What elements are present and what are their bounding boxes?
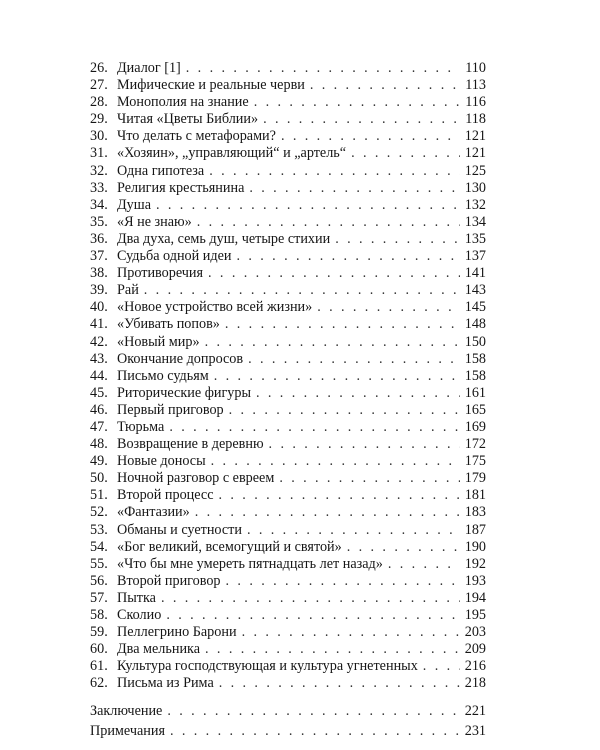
chapter-title: Противоречия (117, 265, 204, 282)
chapter-number: 37. (90, 248, 108, 265)
page-number: 137 (464, 248, 486, 265)
dot-leader (197, 214, 460, 231)
chapter-number: 38. (90, 265, 108, 282)
toc-entry (90, 522, 486, 539)
toc-entry (90, 504, 486, 521)
page-number: 218 (464, 675, 486, 692)
dot-leader (156, 197, 460, 214)
page-number: 216 (464, 658, 486, 675)
page-number: 187 (464, 521, 486, 538)
chapter-number: 49. (90, 453, 108, 470)
chapter-title: Ночной разговор с евреем (117, 470, 275, 487)
page-number: 148 (464, 316, 486, 333)
page-number: 179 (464, 470, 486, 487)
chapter-number: 30. (90, 128, 108, 145)
page-number: 130 (464, 179, 486, 196)
page-number: 161 (464, 384, 486, 401)
dot-leader (247, 522, 460, 539)
chapter-title: «Я не знаю» (117, 213, 192, 230)
dot-leader (229, 402, 460, 419)
toc-entry (90, 419, 486, 436)
toc-entry (90, 624, 486, 641)
chapter-number: 41. (90, 316, 108, 333)
chapter-number: 43. (90, 350, 108, 367)
toc-entry (90, 351, 486, 368)
toc-entry (90, 334, 486, 351)
table-of-contents (90, 60, 486, 741)
dot-leader (205, 334, 460, 351)
toc-entry (90, 94, 486, 111)
dot-leader (219, 487, 460, 504)
page-number: 145 (464, 299, 486, 316)
chapter-title: Рай (117, 282, 139, 299)
toc-entry (90, 197, 486, 214)
dot-leader (144, 282, 460, 299)
toc-entry (90, 721, 486, 741)
chapter-title: Возвращение в деревню (117, 436, 264, 453)
dot-leader (242, 624, 460, 641)
chapter-number: 56. (90, 572, 108, 589)
chapter-title: «Новый мир» (117, 333, 200, 350)
toc-entry (90, 111, 486, 128)
toc-entry (90, 590, 486, 607)
toc-entries (90, 60, 486, 692)
chapter-title: Тюрьма (117, 418, 165, 435)
page-number: 113 (465, 77, 486, 94)
chapter-title: «Фантазии» (117, 504, 190, 521)
dot-leader (195, 504, 460, 521)
dot-leader (281, 128, 460, 145)
page-number: 165 (464, 401, 486, 418)
dot-leader (186, 60, 460, 77)
toc-entry (90, 231, 486, 248)
page-number: 135 (464, 230, 486, 247)
chapter-number: 33. (90, 179, 108, 196)
chapter-title: Обманы и суетности (117, 521, 242, 538)
toc-entry (90, 658, 486, 675)
page-number: 231 (464, 723, 486, 740)
chapter-number: 60. (90, 641, 108, 658)
toc-entry (90, 282, 486, 299)
page-number: 221 (464, 703, 486, 720)
page-number: 181 (464, 487, 486, 504)
chapter-title: Сколио (117, 607, 162, 623)
page-number: 150 (464, 333, 486, 350)
chapter-title: Второй приговор (117, 572, 221, 589)
page-number: 209 (464, 641, 486, 658)
page-number: 195 (464, 607, 486, 623)
dot-leader (209, 163, 460, 180)
chapter-number: 35. (90, 213, 108, 230)
toc-entry (90, 607, 486, 624)
dot-leader (263, 111, 460, 128)
dot-leader (423, 658, 460, 675)
dot-leader (351, 145, 460, 162)
dot-leader (170, 721, 460, 741)
dot-leader (225, 316, 460, 333)
dot-leader (310, 77, 460, 94)
chapter-title: Письмо судьям (117, 367, 209, 384)
toc-entry (90, 573, 486, 590)
chapter-title: «Бог великий, всемогущий и святой» (117, 538, 342, 555)
page-number: 143 (464, 282, 486, 299)
toc-entry (90, 539, 486, 556)
toc-entry (90, 641, 486, 658)
chapter-number: 31. (90, 145, 108, 162)
chapter-number: 58. (90, 607, 108, 623)
dot-leader (317, 299, 460, 316)
chapter-number: 44. (90, 367, 108, 384)
dot-leader (269, 436, 460, 453)
page-number: 169 (464, 418, 486, 435)
chapter-title: Первый приговор (117, 401, 224, 418)
chapter-number: 62. (90, 675, 108, 692)
chapter-title: Письма из Рима (117, 675, 214, 692)
chapter-title: Что делать с метафорами? (117, 128, 276, 145)
chapter-number: 26. (90, 60, 108, 76)
page-number: 193 (464, 572, 486, 589)
dot-leader (279, 470, 460, 487)
chapter-title: Заключение (90, 703, 163, 720)
chapter-number: 32. (90, 162, 108, 179)
chapter-title: Новые доносы (117, 453, 206, 470)
toc-entry (90, 128, 486, 145)
toc-entry (90, 265, 486, 282)
chapter-title: «Хозяин», „управляющий“ и „артель“ (117, 145, 347, 162)
chapter-title: Второй процесс (117, 487, 214, 504)
dot-leader (254, 94, 460, 111)
chapter-number: 50. (90, 470, 108, 487)
chapter-title: Судьба одной идеи (117, 248, 232, 265)
dot-leader (248, 351, 460, 368)
chapter-number: 40. (90, 299, 108, 316)
toc-entry (90, 453, 486, 470)
chapter-title: Мифические и реальные черви (117, 77, 305, 94)
dot-leader (214, 368, 460, 385)
chapter-title: Пеллегрино Барони (117, 624, 237, 641)
dot-leader (211, 453, 460, 470)
chapter-title: Окончание допросов (117, 350, 244, 367)
chapter-title: Примечания (90, 723, 165, 740)
dot-leader (161, 590, 460, 607)
chapter-number: 48. (90, 436, 108, 453)
toc-entry (90, 385, 486, 402)
chapter-title: «Новое устройство всей жизни» (117, 299, 313, 316)
chapter-title: Пытка (117, 589, 156, 606)
dot-leader (167, 701, 460, 721)
toc-entry (90, 163, 486, 180)
chapter-number: 39. (90, 282, 108, 299)
toc-back-matter (90, 701, 486, 741)
page-number: 132 (464, 196, 486, 213)
chapter-title: Религия крестьянина (117, 179, 245, 196)
chapter-number: 29. (90, 111, 108, 128)
chapter-number: 45. (90, 384, 108, 401)
toc-entry (90, 701, 486, 721)
toc-entry (90, 316, 486, 333)
toc-entry (90, 470, 486, 487)
page-number: 190 (464, 538, 486, 555)
page-number: 158 (464, 367, 486, 384)
chapter-title: Два духа, семь душ, четыре стихии (117, 230, 331, 247)
chapter-number: 54. (90, 538, 108, 555)
toc-entry (90, 248, 486, 265)
toc-entry (90, 214, 486, 231)
toc-entry (90, 145, 486, 162)
chapter-title: «Что бы мне умереть пятнадцать лет назад» (117, 555, 383, 572)
dot-leader (169, 419, 460, 436)
dot-leader (219, 675, 460, 692)
page-number: 125 (464, 162, 486, 179)
toc-entry (90, 487, 486, 504)
chapter-number: 46. (90, 401, 108, 418)
page-number: 175 (464, 453, 486, 470)
chapter-number: 27. (90, 77, 108, 94)
toc-entry (90, 299, 486, 316)
toc-entry (90, 675, 486, 692)
chapter-title: Риторические фигуры (117, 384, 252, 401)
dot-leader (166, 607, 460, 624)
dot-leader (249, 180, 460, 197)
toc-entry (90, 556, 486, 573)
toc-entry (90, 402, 486, 419)
chapter-title: Одна гипотеза (117, 162, 205, 179)
chapter-title: «Убивать попов» (117, 316, 220, 333)
toc-entry (90, 60, 486, 77)
page-number: 194 (464, 589, 486, 606)
chapter-number: 52. (90, 504, 108, 521)
chapter-number: 36. (90, 230, 108, 247)
dot-leader (237, 248, 461, 265)
toc-entry (90, 77, 486, 94)
chapter-number: 34. (90, 196, 108, 213)
toc-entry (90, 180, 486, 197)
chapter-number: 28. (90, 94, 108, 111)
chapter-number: 51. (90, 487, 108, 504)
page-number: 118 (465, 111, 486, 128)
dot-leader (205, 641, 460, 658)
toc-entry (90, 368, 486, 385)
chapter-number: 59. (90, 624, 108, 641)
chapter-title: Душа (117, 196, 151, 213)
page-number: 183 (464, 504, 486, 521)
chapter-title: Два мельника (117, 641, 201, 658)
dot-leader (226, 573, 460, 590)
page-number: 141 (464, 265, 486, 282)
chapter-number: 42. (90, 333, 108, 350)
dot-leader (208, 265, 460, 282)
dot-leader (347, 539, 460, 556)
page-number: 203 (464, 624, 486, 641)
dot-leader (388, 556, 460, 573)
page-number: 121 (464, 145, 486, 162)
page-number: 134 (464, 213, 486, 230)
page-number: 121 (464, 128, 486, 145)
chapter-number: 55. (90, 555, 108, 572)
dot-leader (335, 231, 460, 248)
chapter-number: 53. (90, 521, 108, 538)
chapter-title: Культура господствующая и культура угнетенных (117, 658, 418, 675)
page-number: 172 (464, 436, 486, 453)
chapter-number: 47. (90, 418, 108, 435)
page-number: 192 (464, 555, 486, 572)
chapter-title: Диалог [1] (117, 60, 181, 76)
page-number: 110 (465, 60, 486, 76)
chapter-title: Читая «Цветы Библии» (117, 111, 259, 128)
chapter-number: 57. (90, 589, 108, 606)
toc-entry (90, 436, 486, 453)
chapter-number: 61. (90, 658, 108, 675)
dot-leader (256, 385, 460, 402)
page-number: 116 (465, 94, 486, 111)
page-number: 158 (464, 350, 486, 367)
chapter-title: Монополия на знание (117, 94, 249, 111)
